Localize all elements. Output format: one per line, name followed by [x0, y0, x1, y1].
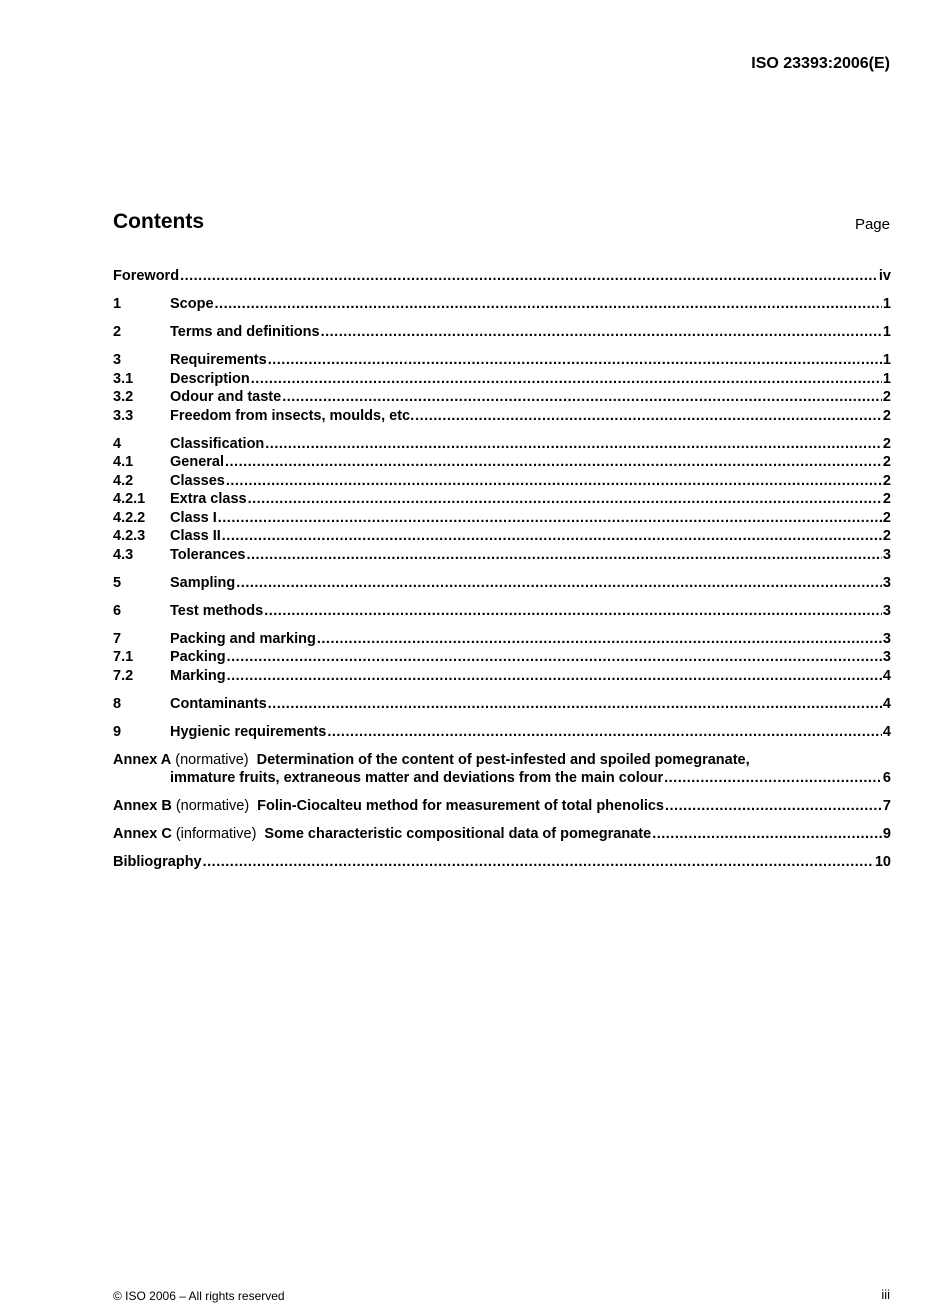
- toc-leader: [321, 324, 882, 340]
- toc-number: 4.2.3: [113, 528, 146, 544]
- toc-entry[interactable]: [113, 324, 891, 343]
- toc-entry-foreword[interactable]: [113, 268, 891, 287]
- toc-page: 4: [882, 723, 891, 740]
- toc-number: 4.1: [113, 454, 134, 470]
- toc-label: Requirements: [170, 352, 267, 368]
- toc-label: Description: [170, 370, 250, 387]
- page-column-label: Page: [854, 216, 890, 233]
- annex-title: Some characteristic compositional data of pomegranate: [264, 826, 652, 842]
- toc-leader: [222, 528, 882, 544]
- toc-page: 3: [882, 574, 891, 591]
- toc-leader: [264, 603, 882, 619]
- toc-leader: [282, 389, 882, 405]
- toc-leader: [227, 649, 882, 665]
- toc-label: Terms and definitions: [170, 324, 320, 340]
- toc-leader: [665, 798, 882, 814]
- toc-label: Packing and marking: [170, 630, 316, 647]
- toc-label: Extra class: [170, 491, 247, 507]
- table-of-contents: [113, 268, 891, 873]
- toc-annex-c[interactable]: [113, 826, 891, 845]
- annex-title-line2: immature fruits, extraneous matter and deviations from the main colour: [170, 770, 664, 786]
- toc-number: 4.3: [113, 546, 134, 563]
- toc-page: 3: [882, 649, 891, 665]
- toc-number: 3: [113, 352, 122, 368]
- toc-entry[interactable]: [113, 473, 891, 492]
- toc-leader: [218, 510, 882, 526]
- toc-number: 7.1: [113, 649, 134, 665]
- toc-page: iv: [878, 268, 891, 284]
- toc-annex-b[interactable]: [113, 798, 891, 817]
- toc-entry[interactable]: [113, 389, 891, 408]
- toc-leader: [268, 352, 882, 368]
- toc-page: 3: [882, 602, 891, 619]
- toc-number: 3.2: [113, 389, 134, 405]
- toc-entry-bibliography[interactable]: [113, 854, 891, 873]
- toc-number: 4.2.2: [113, 509, 146, 526]
- toc-page: 2: [882, 389, 891, 405]
- toc-entry[interactable]: [113, 408, 891, 427]
- toc-label: Hygienic requirements: [170, 723, 327, 740]
- annex-name: Annex C: [113, 826, 172, 842]
- annex-name: Annex B: [113, 798, 172, 814]
- toc-entry[interactable]: [113, 547, 891, 566]
- toc-number: 2: [113, 324, 122, 340]
- toc-label: General: [170, 454, 224, 470]
- toc-number: 4.2.1: [113, 491, 146, 507]
- toc-page: 3: [882, 546, 891, 563]
- toc-leader: [317, 631, 882, 647]
- toc-leader: [415, 408, 882, 424]
- toc-page: 10: [874, 854, 891, 870]
- toc-entry[interactable]: [113, 575, 891, 594]
- toc-leader: [203, 854, 874, 870]
- toc-page: 2: [882, 435, 891, 452]
- toc-leader: [236, 575, 882, 591]
- toc-leader: [180, 268, 878, 284]
- toc-label: Scope: [170, 296, 214, 312]
- toc-label: Sampling: [170, 574, 236, 591]
- toc-leader: [227, 668, 882, 684]
- toc-page: 2: [882, 472, 891, 489]
- toc-leader: [664, 770, 882, 786]
- toc-page: 2: [882, 509, 891, 526]
- toc-page: 1: [882, 296, 891, 312]
- toc-page: 2: [882, 454, 891, 470]
- toc-leader: [248, 491, 882, 507]
- toc-page: 1: [882, 324, 891, 340]
- toc-number: 4: [113, 435, 122, 452]
- toc-entry[interactable]: [113, 603, 891, 622]
- toc-entry[interactable]: [113, 352, 891, 371]
- toc-entry[interactable]: [113, 371, 891, 390]
- toc-entry[interactable]: [113, 296, 891, 315]
- annex-title-line1: Determination of the content of pest-infested and spoiled pomegranate,: [256, 751, 750, 768]
- annex-type: (normative): [175, 798, 250, 814]
- toc-leader: [652, 826, 882, 842]
- toc-page: 7: [882, 798, 891, 814]
- toc-leader: [268, 696, 882, 712]
- toc-number: 1: [113, 296, 122, 312]
- toc-label: Class II: [170, 528, 221, 544]
- toc-number: 3.1: [113, 370, 134, 387]
- toc-leader: [265, 436, 882, 452]
- annex-name: Annex A: [113, 751, 172, 768]
- toc-label: Tolerances: [170, 546, 246, 563]
- toc-label: Class I: [170, 509, 217, 526]
- annex-type: (informative): [175, 826, 257, 842]
- toc-page: 9: [882, 826, 891, 842]
- toc-leader: [226, 473, 882, 489]
- toc-page: 4: [882, 695, 891, 712]
- toc-page: 1: [882, 370, 891, 387]
- toc-entry[interactable]: [113, 528, 891, 547]
- toc-label: Classes: [170, 472, 225, 489]
- toc-leader: [225, 454, 882, 470]
- toc-label: Odour and taste: [170, 389, 282, 405]
- toc-annex-a[interactable]: [113, 752, 891, 789]
- toc-number: 9: [113, 723, 122, 740]
- toc-label: Contaminants: [170, 695, 267, 712]
- annex-title: Folin-Ciocalteu method for measurement of total phenolics: [257, 798, 664, 814]
- toc-entry[interactable]: [113, 724, 891, 743]
- toc-number: 7: [113, 630, 122, 647]
- toc-number: 8: [113, 695, 122, 712]
- toc-entry[interactable]: [113, 491, 891, 510]
- toc-entry[interactable]: [113, 510, 891, 529]
- toc-page: 1: [882, 352, 891, 368]
- page-number: iii: [881, 1287, 890, 1302]
- toc-number: 3.3: [113, 407, 134, 424]
- toc-label: Freedom from insects, moulds, etc.: [170, 407, 415, 424]
- toc-leader: [247, 547, 882, 563]
- toc-label: Packing: [170, 649, 226, 665]
- toc-leader: [215, 296, 882, 312]
- toc-leader: [251, 371, 882, 387]
- toc-page: 2: [882, 491, 891, 507]
- toc-leader: [327, 724, 882, 740]
- contents-title: Contents: [113, 210, 204, 233]
- toc-entry[interactable]: [113, 668, 891, 687]
- toc-number: 5: [113, 574, 122, 591]
- toc-number: 6: [113, 602, 122, 619]
- toc-label: Test methods: [170, 602, 264, 619]
- toc-page: 2: [882, 528, 891, 544]
- document-id: ISO 23393:2006(E): [751, 55, 890, 72]
- toc-label: Classification: [170, 435, 265, 452]
- toc-number: 4.2: [113, 472, 134, 489]
- toc-label: Bibliography: [113, 854, 202, 870]
- toc-entry[interactable]: [113, 436, 891, 455]
- toc-page: 6: [882, 770, 891, 786]
- toc-page: 3: [882, 630, 891, 647]
- toc-entry[interactable]: [113, 631, 891, 650]
- toc-label: Marking: [170, 667, 226, 684]
- toc-page: 4: [882, 667, 891, 684]
- toc-entry[interactable]: [113, 454, 891, 473]
- toc-page: 2: [882, 407, 891, 424]
- copyright-footer: © ISO 2006 – All rights reserved: [113, 1289, 285, 1303]
- toc-label: Foreword: [113, 268, 180, 284]
- annex-type: (normative): [175, 751, 249, 768]
- toc-entry[interactable]: [113, 696, 891, 715]
- toc-entry[interactable]: [113, 649, 891, 668]
- toc-number: 7.2: [113, 667, 134, 684]
